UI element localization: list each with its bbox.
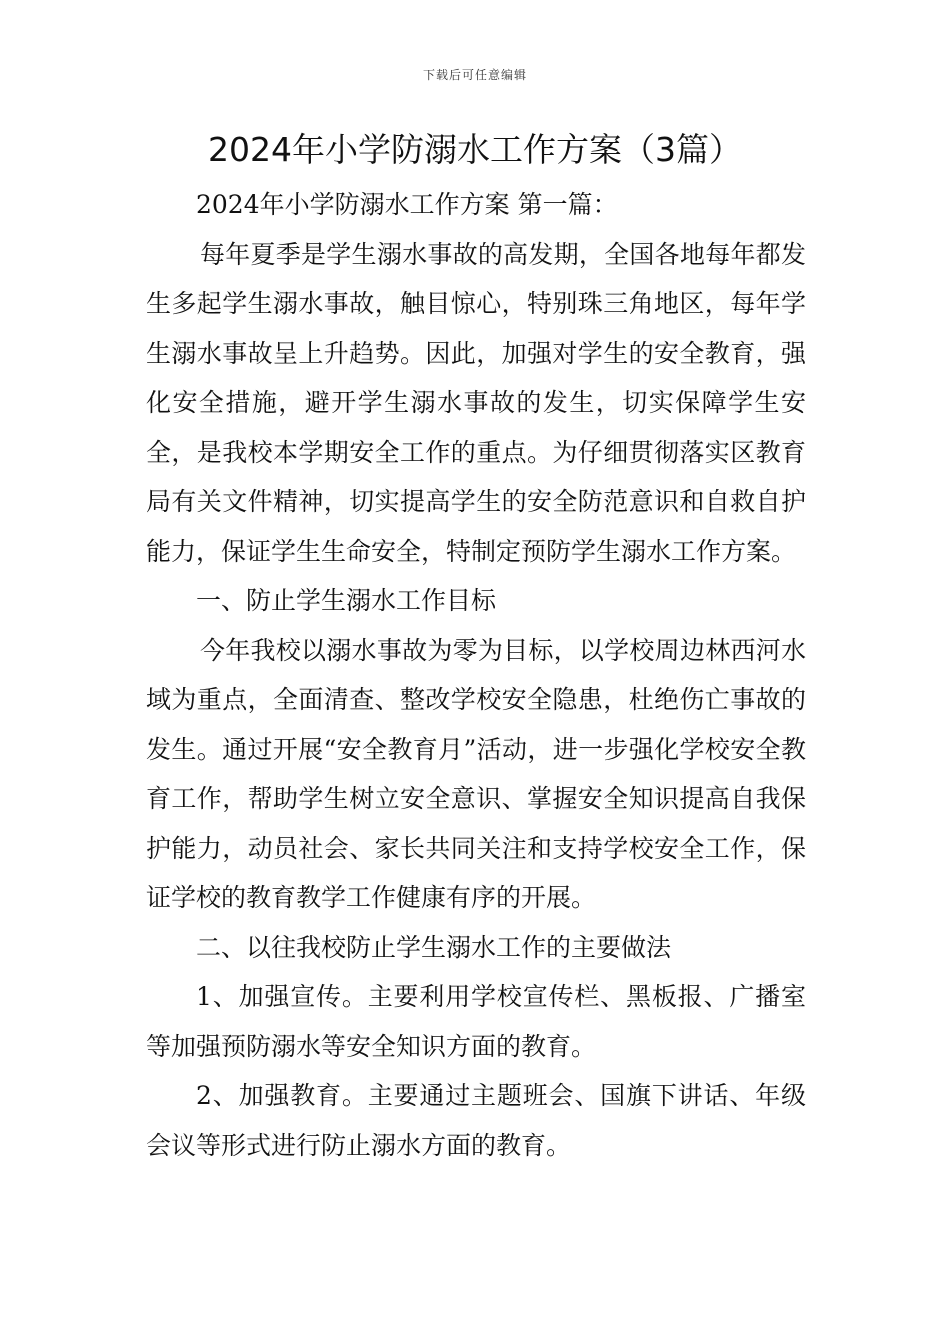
- document-title: 2024年小学防溺水工作方案（3篇）: [208, 130, 742, 169]
- paragraph-practice-2: 2、加强教育。主要通过主题班会、国旗下讲话、年级会议等形式进行防止溺水方面的教育。: [146, 1081, 806, 1160]
- header-note: 下载后可任意编辑: [422, 68, 527, 82]
- paragraph-goals: 今年我校以溺水事故为零为目标，以学校周边林西河水域为重点，全面清查、整改学校安全隐患，杜绝伤亡事故的发生。通过开展“安全教育月”活动，进一步强化学校安全教育工作，帮助学生树立安全意识、掌握安全知识提高自我保护能力，动员社会、家长共同关注和支持学校安全工作，保证学校的教育教学工作健康有序的开展。: [146, 635, 806, 912]
- paragraph-intro: 每年夏季是学生溺水事故的高发期，全国各地每年都发生多起学生溺水事故，触目惊心，特别珠三角地区，每年学生溺水事故呈上升趋势。因此，加强对学生的安全教育，强化安全措施，避开学生溺水事故的发生，切实保障学生安全，是我校本学期安全工作的重点。为仔细贯彻落实区教育局有关文件精神，切实提高学生的安全防范意识和自救自护能力，保证学生生命安全，特制定预防学生溺水工作方案。: [146, 239, 806, 566]
- document-body: [146, 180, 806, 1170]
- paragraph-practice-1: 1、加强宣传。主要利用学校宣传栏、黑板报、广播室等加强预防溺水等安全知识方面的教育。: [146, 982, 806, 1061]
- heading-goals: 一、防止学生溺水工作目标: [196, 586, 497, 615]
- section-subtitle: 2024年小学防溺水工作方案 第一篇：: [196, 190, 618, 219]
- heading-practices: 二、以往我校防止学生溺水工作的主要做法: [196, 932, 672, 962]
